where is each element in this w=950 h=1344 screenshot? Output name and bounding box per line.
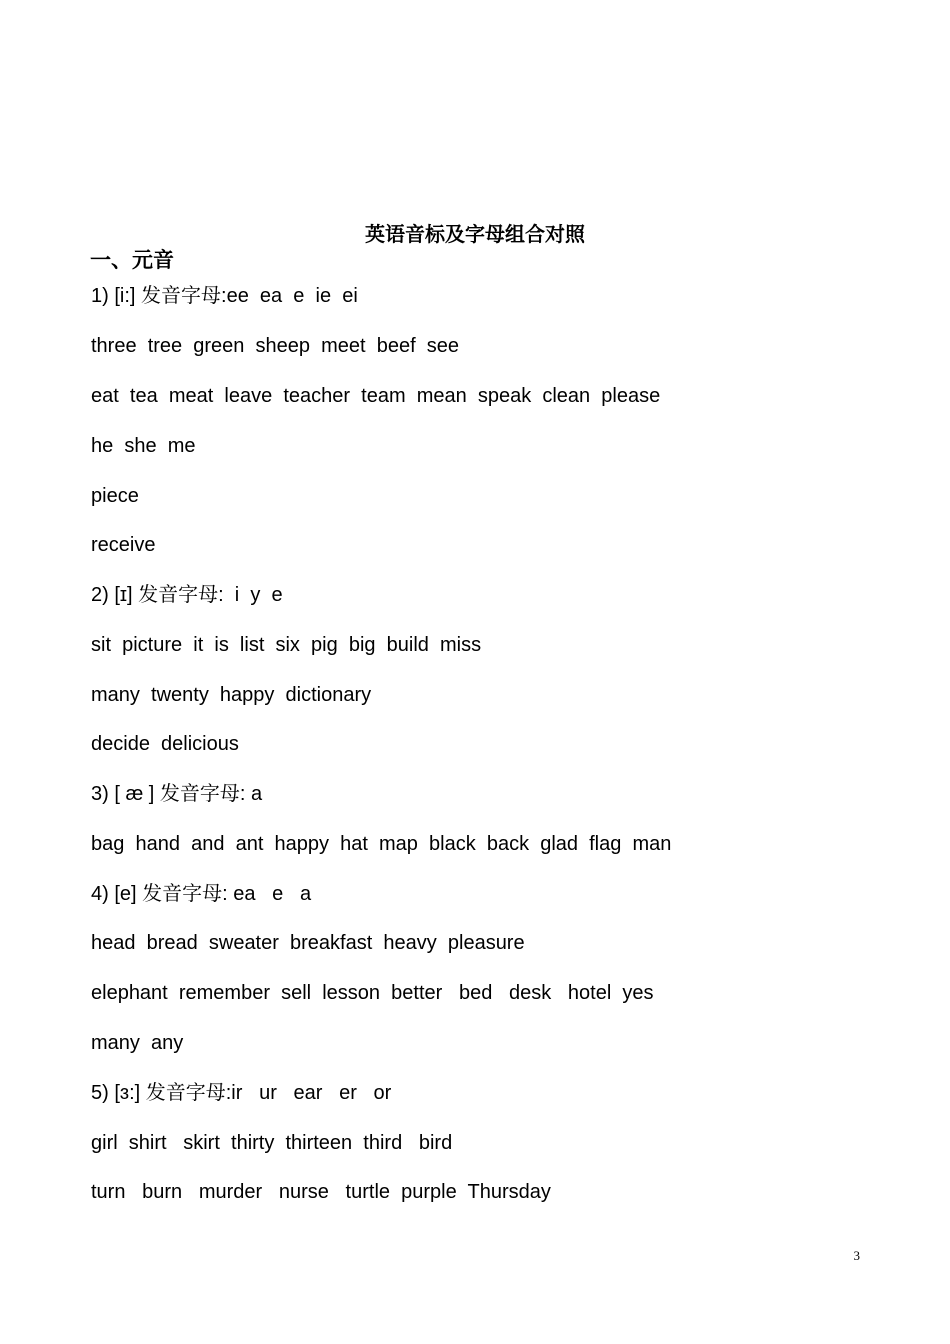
word-line: bag hand and ant happy hat map black back glad flag man [91, 833, 672, 855]
phonetic-heading-4: 4) [e] 发音字母: ea e a [91, 883, 312, 905]
word-line: many any [91, 1032, 184, 1054]
word-line: piece [91, 485, 139, 507]
word-line: girl shirt skirt thirty thirteen third bird [91, 1132, 453, 1154]
word-line: turn burn murder nurse turtle purple Thursday [91, 1181, 551, 1203]
word-line: receive [91, 534, 156, 556]
word-line: he she me [91, 435, 196, 457]
page-number: 3 [853, 1248, 860, 1263]
phonetic-heading-1: 1) [i:] 发音字母:ee ea e ie ei [91, 285, 358, 307]
word-line: three tree green sheep meet beef see [91, 335, 460, 357]
phonetic-heading-2: 2) [ɪ] 发音字母: i y e [91, 584, 283, 606]
word-line: decide delicious [91, 733, 239, 755]
word-line: elephant remember sell lesson better bed desk hotel yes [91, 982, 654, 1004]
word-line: head bread sweater breakfast heavy pleasure [91, 932, 525, 954]
phonetic-heading-3: 3) [ æ ] 发音字母: a [91, 783, 263, 805]
word-line: many twenty happy dictionary [91, 684, 372, 706]
word-line: eat tea meat leave teacher team mean speak clean please [91, 385, 661, 407]
document-title: 英语音标及字母组合对照 [365, 222, 585, 246]
word-line: sit picture it is list six pig big build miss [91, 634, 482, 656]
phonetic-heading-5: 5) [ɜ:] 发音字母:ir ur ear er or [91, 1082, 392, 1104]
section-heading: 一、元音 [90, 247, 174, 272]
